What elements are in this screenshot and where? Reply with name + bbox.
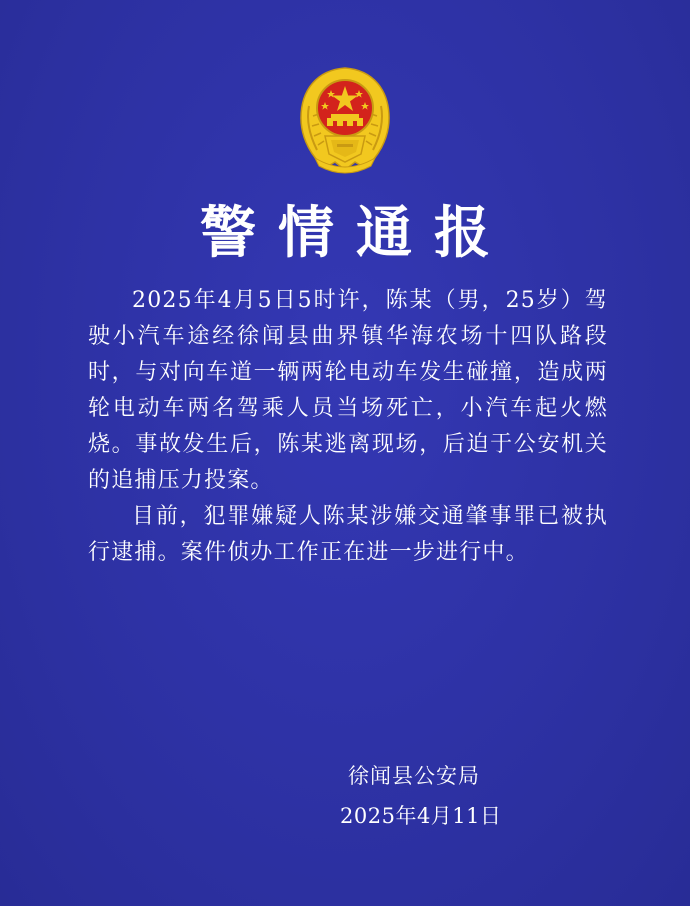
issuer-name: 徐闻县公安局 — [348, 764, 480, 788]
notice-body — [88, 283, 608, 571]
notice-title: 警情通报 — [200, 201, 512, 266]
notice-signature — [340, 756, 520, 836]
notice-paragraph: 目前，犯罪嫌疑人陈某涉嫌交通肇事罪已被执行逮捕。案件侦办工作正在进一步进行中。 — [88, 504, 608, 565]
notice-paragraph: 2025年4月5日5时许，陈某（男，25岁）驾驶小汽车途经徐闻县曲界镇华海农场十四队路段时，与对向车道一辆两轮电动车发生碰撞，造成两轮电动车两名驾乘人员当场死亡，小汽车起火燃烧。事故发生后，陈某逃离现场，后迫于公安机关的追捕压力投案。 — [88, 288, 608, 493]
police-emblem-icon — [295, 66, 395, 174]
issue-date: 2025年4月11日 — [340, 804, 502, 828]
